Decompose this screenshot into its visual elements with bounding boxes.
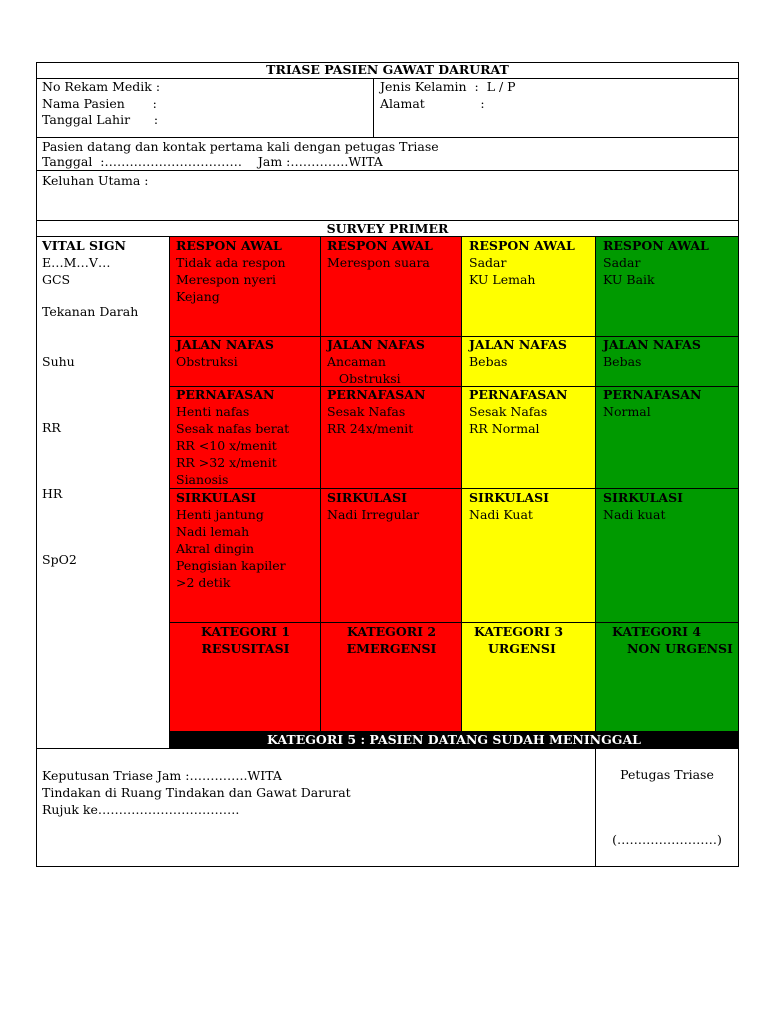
col3-respon-header: RESPON AWAL — [469, 238, 575, 253]
vital-gcs-emv: E…M…V… — [42, 255, 111, 270]
kategori-4-name: NON URGENSI — [627, 641, 733, 656]
kategori-1-name: RESUSITASI — [201, 641, 290, 656]
petugas-triase-label: Petugas Triase — [620, 767, 714, 782]
vital-rr: RR — [42, 420, 61, 435]
col3-jalan-header: JALAN NAFAS — [469, 337, 567, 352]
jenis-kelamin-label: Jenis Kelamin : L / P — [380, 79, 516, 94]
col1-pernafasan-item: RR >32 x/menit — [176, 455, 277, 470]
contact-line-2: Tanggal :…………………………… Jam :…………..WITA — [42, 154, 383, 169]
col2-jalan-item: Ancaman — [327, 354, 386, 369]
col1-jalan-item: Obstruksi — [176, 354, 238, 369]
col4-jalan-header: JALAN NAFAS — [603, 337, 701, 352]
petugas-signature-line: (……………………) — [612, 832, 722, 847]
col2-sirkulasi-item: Nadi Irregular — [327, 507, 420, 522]
kategori-4-label: KATEGORI 4 — [612, 624, 702, 639]
col1-pernafasan-item: Sesak nafas berat — [176, 421, 290, 436]
col4-respon-item: Sadar — [603, 255, 641, 270]
col3-sirkulasi-item: Nadi Kuat — [469, 507, 533, 522]
vital-spo2: SpO2 — [42, 552, 77, 567]
col4-jalan-item: Bebas — [603, 354, 642, 369]
col1-sirkulasi-item: >2 detik — [176, 575, 231, 590]
col2-pernafasan-item: Sesak Nafas — [327, 404, 406, 419]
col4-pernafasan-item: Normal — [603, 404, 651, 419]
col3-respon-item: KU Lemah — [469, 272, 536, 287]
col2-pernafasan-header: PERNAFASAN — [327, 387, 426, 402]
vital-tekanan-darah: Tekanan Darah — [42, 304, 139, 319]
col2-sirkulasi-header: SIRKULASI — [327, 490, 407, 505]
col4-respon-item: KU Baik — [603, 272, 655, 287]
col1-jalan-header: JALAN NAFAS — [176, 337, 274, 352]
keputusan-triase-jam: Keputusan Triase Jam :…………..WITA — [42, 768, 282, 783]
col3-respon-item: Sadar — [469, 255, 507, 270]
col4-respon-header: RESPON AWAL — [603, 238, 709, 253]
col1-sirkulasi-item: Nadi lemah — [176, 524, 250, 539]
col4-sirkulasi-header: SIRKULASI — [603, 490, 683, 505]
col1-pernafasan-item: Henti nafas — [176, 404, 250, 419]
vital-gcs: GCS — [42, 272, 71, 287]
col2-respon-header: RESPON AWAL — [327, 238, 433, 253]
col4-pernafasan-header: PERNAFASAN — [603, 387, 702, 402]
col1-pernafasan-item: Sianosis — [176, 472, 229, 487]
contact-line-1: Pasien datang dan kontak pertama kali dengan petugas Triase — [42, 139, 439, 154]
survey-primer-title: SURVEY PRIMER — [326, 221, 449, 236]
col3-sirkulasi-header: SIRKULASI — [469, 490, 549, 505]
col2-jalan-header: JALAN NAFAS — [327, 337, 425, 352]
col1-respon-item: Kejang — [176, 289, 220, 304]
tanggal-lahir-label: Tanggal Lahir : — [42, 112, 159, 127]
kategori-5-label: KATEGORI 5 : PASIEN DATANG SUDAH MENINGGAL — [267, 732, 641, 747]
col2-pernafasan-item: RR 24x/menit — [327, 421, 414, 436]
col1-sirkulasi-item: Akral dingin — [176, 541, 255, 556]
kategori-2-name: EMERGENSI — [346, 641, 437, 656]
vital-sign-header: VITAL SIGN — [42, 238, 126, 253]
col1-respon-item: Tidak ada respon — [176, 255, 286, 270]
kategori-2-label: KATEGORI 2 — [346, 624, 437, 639]
kategori-1-label: KATEGORI 1 — [200, 624, 291, 639]
vital-suhu: Suhu — [42, 354, 75, 369]
col3-pernafasan-header: PERNAFASAN — [469, 387, 568, 402]
col3-pernafasan-item: RR Normal — [469, 421, 540, 436]
form-title: TRIASE PASIEN GAWAT DARURAT — [266, 62, 509, 77]
tindakan-option: Tindakan di Ruang Tindakan dan Gawat Darurat — [42, 785, 351, 800]
vital-hr: HR — [42, 486, 63, 501]
col1-sirkulasi-item: Henti jantung — [176, 507, 264, 522]
col3-jalan-item: Bebas — [469, 354, 508, 369]
keluhan-utama-label: Keluhan Utama : — [42, 173, 149, 188]
rujuk-option: Rujuk ke……………………………. — [42, 802, 240, 817]
col1-pernafasan-header: PERNAFASAN — [176, 387, 275, 402]
nama-pasien-label: Nama Pasien : — [42, 96, 157, 111]
kategori-3-name: URGENSI — [488, 641, 556, 656]
col1-pernafasan-item: RR <10 x/menit — [176, 438, 277, 453]
col2-respon-item: Merespon suara — [327, 255, 430, 270]
alamat-label: Alamat : — [380, 96, 485, 111]
col1-sirkulasi-header: SIRKULASI — [176, 490, 256, 505]
col3-pernafasan-item: Sesak Nafas — [469, 404, 548, 419]
col1-respon-header: RESPON AWAL — [176, 238, 282, 253]
kategori-3-label: KATEGORI 3 — [474, 624, 564, 639]
col2-jalan-item: Obstruksi — [327, 371, 401, 386]
no-rekam-medik-label: No Rekam Medik : — [42, 79, 161, 94]
col1-respon-item: Merespon nyeri — [176, 272, 277, 287]
col4-sirkulasi-item: Nadi kuat — [603, 507, 666, 522]
col1-sirkulasi-item: Pengisian kapiler — [176, 558, 286, 573]
